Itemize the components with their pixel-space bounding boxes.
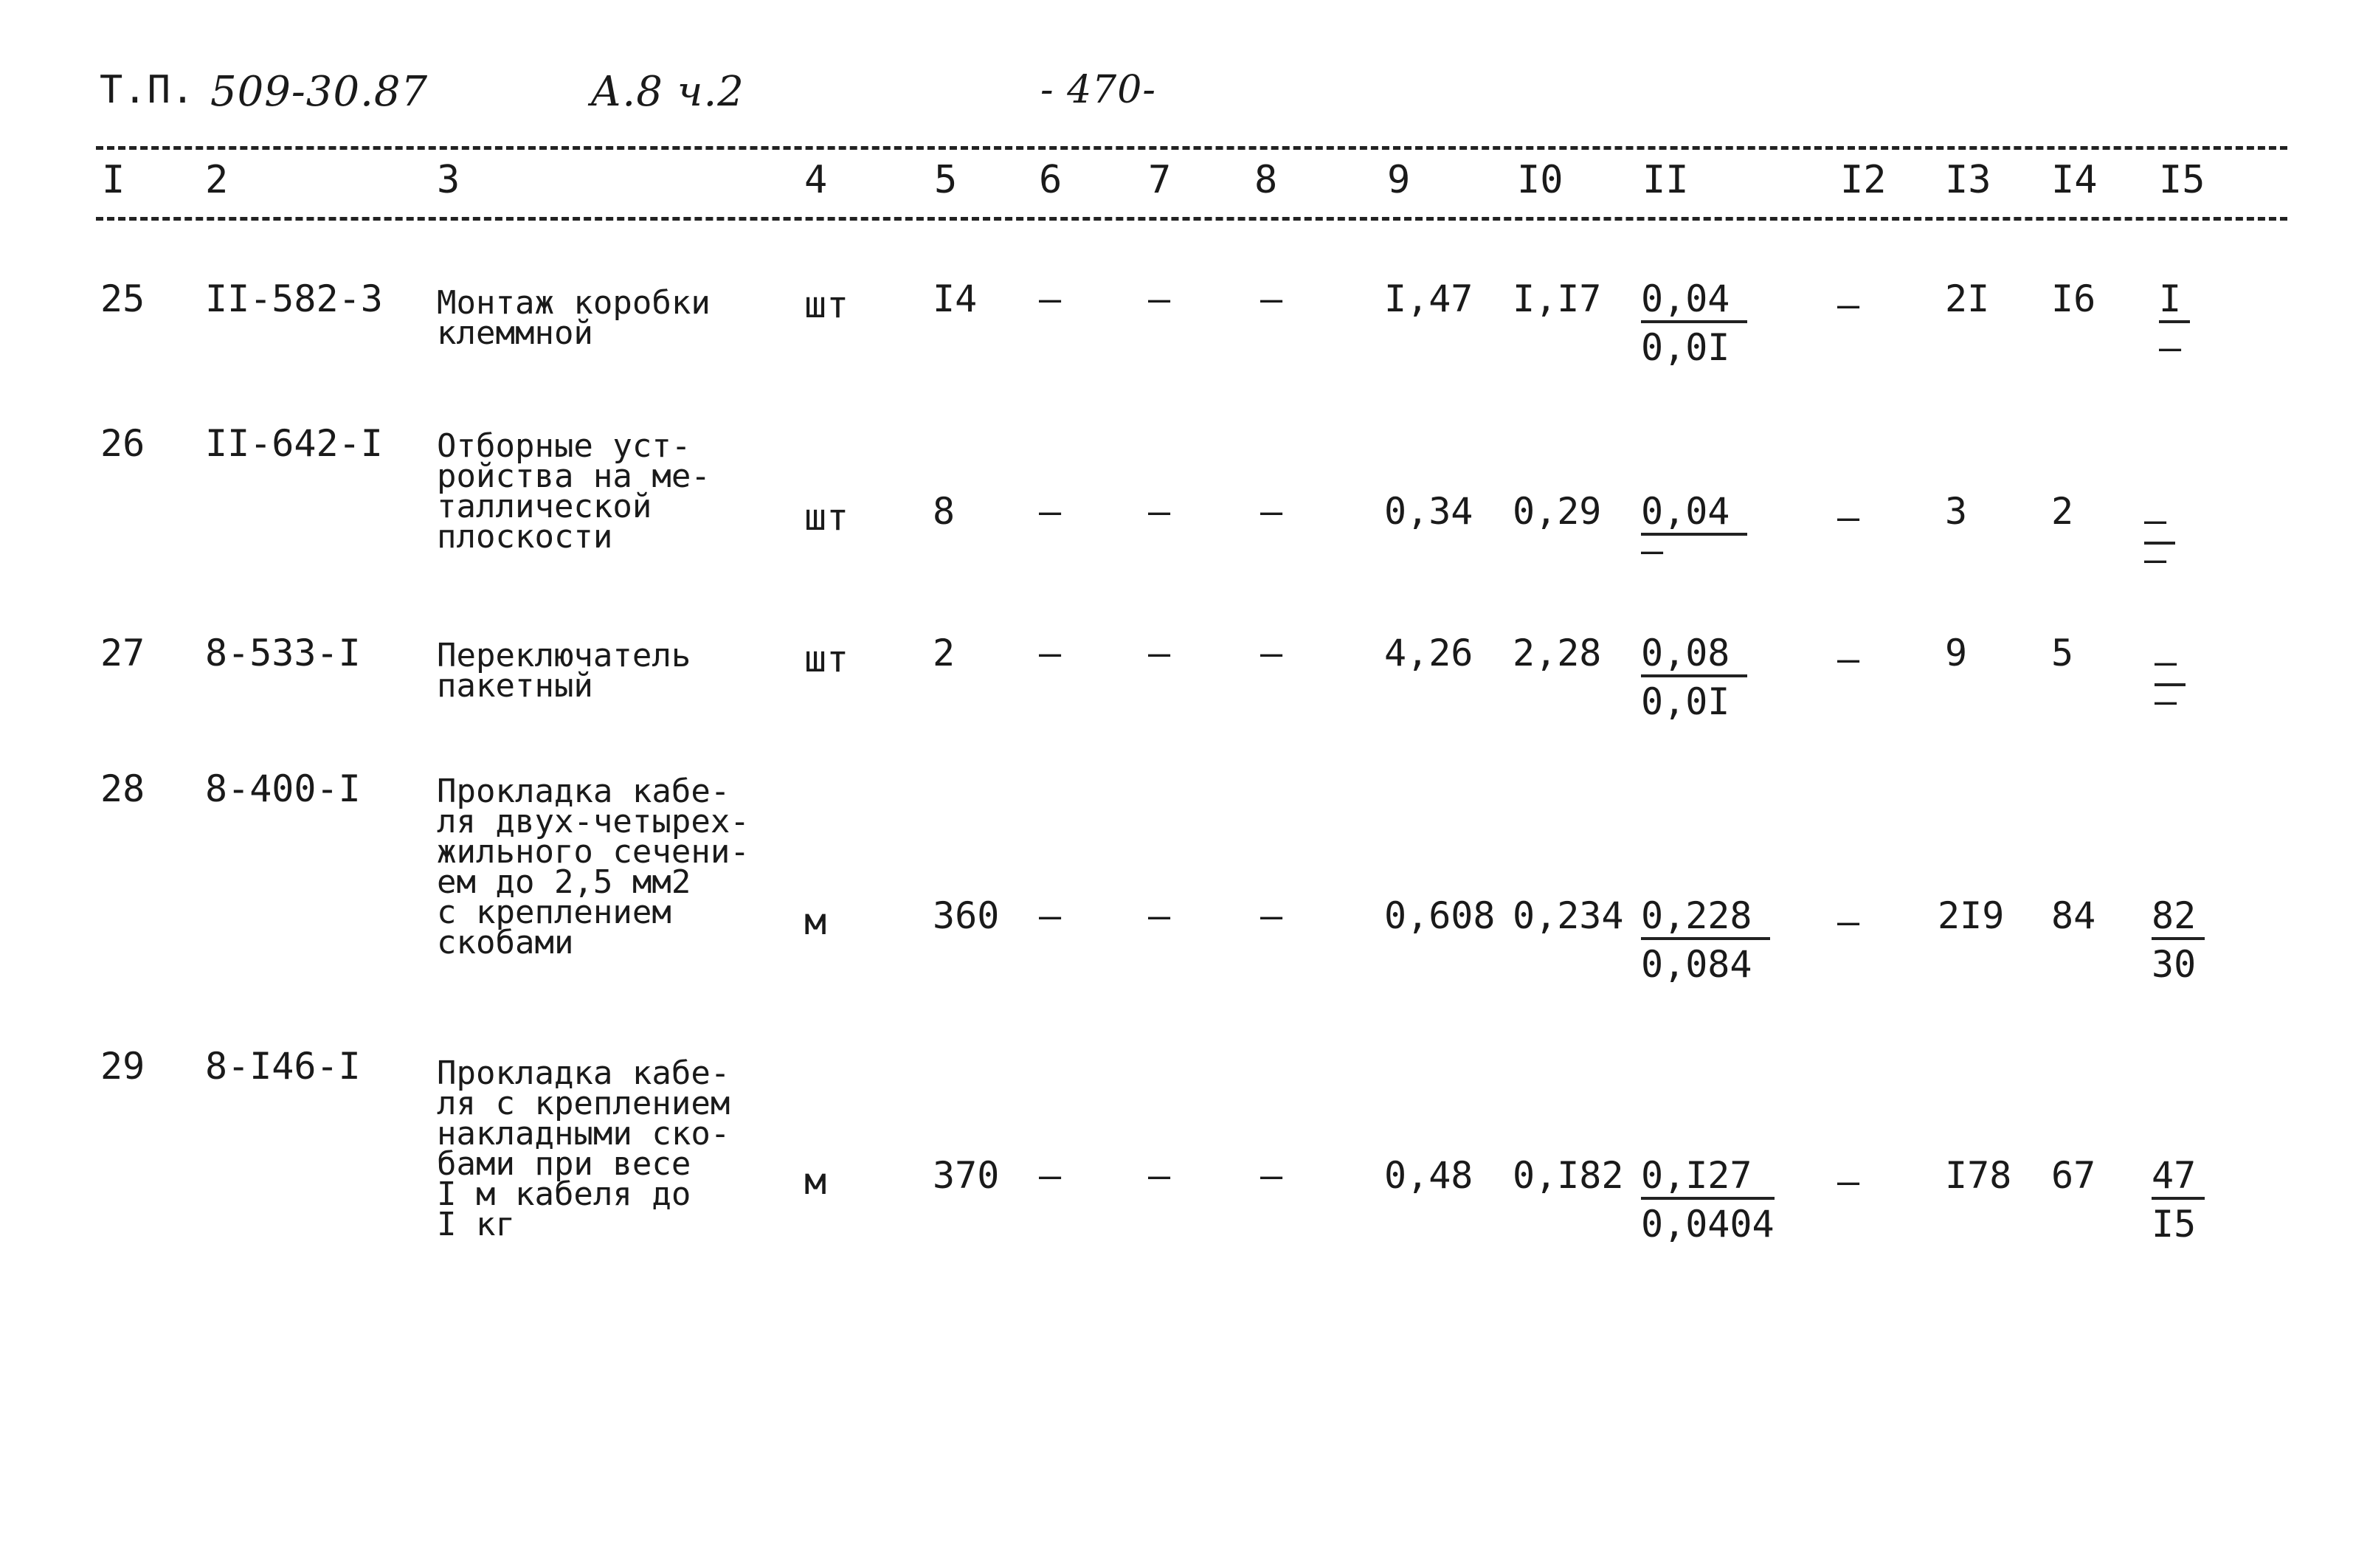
- row-number: 29: [100, 1045, 145, 1088]
- unit: м: [804, 900, 827, 943]
- album-label: А.8 ч.2: [590, 68, 744, 116]
- col-12: –: [1837, 900, 1860, 943]
- col-12: –: [1837, 496, 1860, 539]
- col-12: –: [1837, 638, 1860, 680]
- col-11-denominator: 0,0I: [1641, 680, 1730, 723]
- work-description: Прокладка кабе- ля двух-четырех- жильного сечени- ем до 2,5 мм2 с креплением скобами: [437, 773, 750, 961]
- col-11-denominator: 0,084: [1641, 943, 1752, 986]
- row-number: 26: [100, 422, 145, 465]
- table-header-rule: [96, 217, 2287, 221]
- work-description: Монтаж коробки клеммной: [437, 284, 711, 352]
- norm-code: II-582-3: [205, 277, 383, 320]
- col-15-numerator: –: [2155, 645, 2186, 686]
- col-15-numerator: I: [2159, 282, 2190, 323]
- col-14: 67: [2051, 1154, 2096, 1197]
- col-11-fraction: [1641, 894, 1770, 986]
- column-header: 6: [1039, 158, 1063, 202]
- norm-code: 8-I46-I: [205, 1045, 361, 1088]
- column-header: I2: [1840, 158, 1887, 202]
- col-15-fraction: [2144, 499, 2175, 581]
- quantity: 370: [933, 1154, 1000, 1197]
- column-header: 3: [437, 158, 460, 202]
- norm-code: II-642-I: [205, 422, 383, 465]
- col-11-numerator: 0,08: [1641, 636, 1747, 677]
- row-number: 27: [100, 632, 145, 674]
- column-header: 7: [1148, 158, 1172, 202]
- col-9: 0,34: [1384, 490, 1473, 533]
- column-header: I4: [2051, 158, 2098, 202]
- doc-number: 509-30.87: [210, 68, 429, 116]
- doc-prefix: Т.П.: [100, 68, 196, 112]
- col-7: –: [1148, 632, 1171, 674]
- col-6: –: [1039, 632, 1062, 674]
- unit: м: [804, 1160, 827, 1203]
- col-14: I6: [2051, 277, 2096, 320]
- col-14: 84: [2051, 894, 2096, 937]
- column-header: I: [102, 158, 125, 202]
- row-number: 28: [100, 767, 145, 810]
- col-15-denominator: –: [2144, 538, 2167, 581]
- col-12: –: [1837, 283, 1860, 326]
- unit: шт: [804, 496, 849, 539]
- col-11-numerator: 0,04: [1641, 494, 1747, 536]
- work-description: Переключатель пакетный: [437, 637, 691, 705]
- unit: шт: [804, 638, 849, 680]
- column-header: II: [1642, 158, 1689, 202]
- quantity: I4: [933, 277, 978, 320]
- column-header: 4: [804, 158, 828, 202]
- work-description: Отборные уст- ройства на ме- таллической плоскости: [437, 427, 711, 556]
- col-14: 5: [2051, 632, 2074, 674]
- col-9: 4,26: [1384, 632, 1473, 674]
- column-header: 9: [1387, 158, 1411, 202]
- col-15-numerator: 82: [2152, 899, 2205, 940]
- col-11-fraction: [1641, 632, 1747, 723]
- col-11-denominator: 0,0404: [1641, 1203, 1775, 1246]
- col-6: –: [1039, 1154, 1062, 1197]
- col-11-numerator: 0,228: [1641, 899, 1770, 940]
- col-11-denominator: –: [1641, 529, 1664, 572]
- col-11-fraction: [1641, 277, 1747, 369]
- quantity: 360: [933, 894, 1000, 937]
- col-15-fraction: [2152, 894, 2205, 986]
- page-number: - 470-: [1040, 68, 1156, 112]
- column-header: 2: [205, 158, 229, 202]
- work-description: Прокладка кабе- ля с креплением накладными ско- бами при весе I м кабеля до I кг: [437, 1054, 730, 1243]
- col-9: I,47: [1384, 277, 1473, 320]
- col-11-numerator: 0,I27: [1641, 1158, 1775, 1200]
- col-6: –: [1039, 490, 1062, 533]
- norm-code: 8-533-I: [205, 632, 361, 674]
- col-10: 0,I82: [1513, 1154, 1624, 1197]
- col-10: 0,29: [1513, 490, 1602, 533]
- col-11-numerator: 0,04: [1641, 282, 1747, 323]
- col-14: 2: [2051, 490, 2074, 533]
- col-11-fraction: [1641, 490, 1747, 572]
- quantity: 8: [933, 490, 956, 533]
- col-8: –: [1260, 894, 1283, 937]
- col-11-fraction: [1641, 1154, 1775, 1246]
- col-13: 2I: [1945, 277, 1990, 320]
- col-15-fraction: [2152, 1154, 2205, 1246]
- col-8: –: [1260, 632, 1283, 674]
- col-15-denominator: –: [2159, 326, 2182, 369]
- column-header: 5: [934, 158, 958, 202]
- col-11-denominator: 0,0I: [1641, 326, 1730, 369]
- col-12: –: [1837, 1160, 1860, 1203]
- column-header: I5: [2159, 158, 2205, 202]
- col-8: –: [1260, 277, 1283, 320]
- col-8: –: [1260, 490, 1283, 533]
- col-7: –: [1148, 894, 1171, 937]
- col-7: –: [1148, 490, 1171, 533]
- column-header: I0: [1517, 158, 1564, 202]
- unit: шт: [804, 283, 849, 326]
- column-header: I3: [1945, 158, 1991, 202]
- col-7: –: [1148, 277, 1171, 320]
- col-15-denominator: 30: [2152, 943, 2197, 986]
- col-9: 0,48: [1384, 1154, 1473, 1197]
- col-15-fraction: [2159, 277, 2190, 369]
- col-15-numerator: –: [2144, 503, 2175, 545]
- col-7: –: [1148, 1154, 1171, 1197]
- quantity: 2: [933, 632, 956, 674]
- norm-code: 8-400-I: [205, 767, 361, 810]
- col-10: 2,28: [1513, 632, 1602, 674]
- col-15-fraction: [2155, 640, 2186, 722]
- col-10: I,I7: [1513, 277, 1602, 320]
- col-15-numerator: 47: [2152, 1158, 2205, 1200]
- col-13: I78: [1945, 1154, 2012, 1197]
- table-top-rule: [96, 146, 2287, 150]
- col-13: 2I9: [1938, 894, 2005, 937]
- col-10: 0,234: [1513, 894, 1624, 937]
- column-header: 8: [1254, 158, 1278, 202]
- row-number: 25: [100, 277, 145, 320]
- col-6: –: [1039, 277, 1062, 320]
- col-13: 3: [1945, 490, 1968, 533]
- col-15-denominator: –: [2155, 680, 2177, 722]
- col-13: 9: [1945, 632, 1968, 674]
- col-8: –: [1260, 1154, 1283, 1197]
- col-15-denominator: I5: [2152, 1203, 2197, 1246]
- col-6: –: [1039, 894, 1062, 937]
- col-9: 0,608: [1384, 894, 1496, 937]
